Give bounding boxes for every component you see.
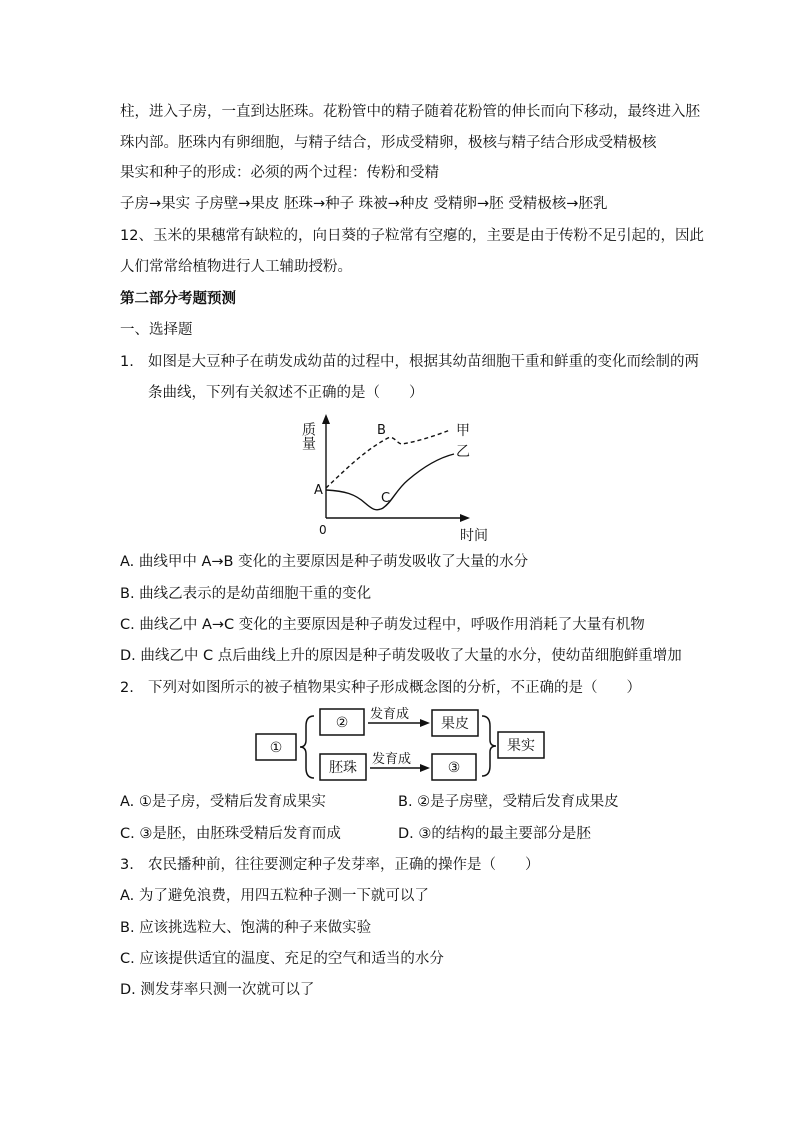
node-pericarp-label: 果皮 <box>441 716 469 732</box>
intro-line-6: 人们常常给植物进行人工辅助授粉。 <box>120 259 352 275</box>
intro-line-4: 子房→果实 子房壁→果皮 胚珠→种子 珠被→种皮 受精卵→胚 受精极核→胚乳 <box>120 196 608 212</box>
q3-option-b: B. 应该挑选粒大、饱满的种子来做实验 <box>120 920 372 936</box>
node-1-label: ① <box>269 740 283 756</box>
q2-option-b: B. ②是子房壁，受精后发育成果皮 <box>398 794 619 810</box>
q2-concept-diagram <box>250 704 550 786</box>
q3-option-d: D. 测发芽率只测一次就可以了 <box>120 982 315 998</box>
q1-stem-line-1: 如图是大豆种子在萌发成幼苗的过程中，根据其幼苗细胞干重和鲜重的变化而绘制的两 <box>148 354 699 370</box>
origin-label: 0 <box>319 523 327 537</box>
arrow-1-label: 发育成 <box>370 707 410 722</box>
q3-option-c: C. 应该提供适宜的温度、充足的空气和适当的水分 <box>120 951 444 967</box>
q3-stem: 农民播种前，往往要测定种子发芽率，正确的操作是（ ） <box>148 857 540 873</box>
q1-option-a: A. 曲线甲中 A→B 变化的主要原因是种子萌发吸收了大量的水分 <box>120 554 529 570</box>
arrow-2-head-icon <box>420 764 430 772</box>
q1-stem-line-2: 条曲线，下列有关叙述不正确的是（ ） <box>148 385 424 401</box>
q1-option-b: B. 曲线乙表示的是幼苗细胞干重的变化 <box>120 586 372 602</box>
q1-number: 1. <box>120 354 134 370</box>
subsection-title: 一、选择题 <box>120 322 193 338</box>
left-brace <box>300 716 314 778</box>
q2-option-d: D. ③的结构的最主要部分是胚 <box>398 826 591 842</box>
y-axis-label: 质量 <box>300 422 316 450</box>
arrow-2-label: 发育成 <box>372 752 412 767</box>
intro-line-1: 柱，进入子房，一直到达胚珠。花粉管中的精子随着花粉管的伸长而向下移动，最终进入胚 <box>120 104 700 120</box>
section-title: 第二部分考题预测 <box>120 291 236 307</box>
series-label-jia: 甲 <box>456 423 470 439</box>
q1-option-c: C. 曲线乙中 A→C 变化的主要原因是种子萌发过程中，呼吸作用消耗了大量有机物 <box>120 617 645 633</box>
arrow-1-head-icon <box>420 719 430 727</box>
y-axis-arrow-icon <box>322 414 330 424</box>
x-axis-label: 时间 <box>460 528 488 544</box>
node-ovule-label: 胚珠 <box>329 760 357 776</box>
point-label-c: C <box>381 491 391 506</box>
node-2-label: ② <box>335 715 349 731</box>
series-jia-curve <box>326 430 450 488</box>
q1-growth-chart <box>300 408 500 548</box>
q3-option-a: A. 为了避免浪费，用四五粒种子测一下就可以了 <box>120 888 429 904</box>
q2-option-c: C. ③是胚，由胚珠受精后发育而成 <box>120 826 341 842</box>
q2-option-a: A. ①是子房，受精后发育成果实 <box>120 794 326 810</box>
series-label-yi: 乙 <box>456 444 470 460</box>
node-fruit-label: 果实 <box>507 738 535 754</box>
intro-line-2: 珠内部。胚珠内有卵细胞，与精子结合，形成受精卵，极核与精子结合形成受精极核 <box>120 135 657 151</box>
point-label-b: B <box>377 423 386 438</box>
x-axis-arrow-icon <box>460 514 470 522</box>
point-label-a: A <box>314 483 323 498</box>
q1-option-d: D. 曲线乙中 C 点后曲线上升的原因是种子萌发吸收了大量的水分，使幼苗细胞鲜重增加 <box>120 648 682 664</box>
q3-number: 3. <box>120 857 134 873</box>
intro-line-3: 果实和种子的形成：必须的两个过程：传粉和受精 <box>120 165 439 181</box>
q2-number: 2. <box>120 680 134 696</box>
right-brace <box>482 716 496 776</box>
intro-line-5: 12、玉米的果穗常有缺粒的，向日葵的子粒常有空瘪的，主要是由于传粉不足引起的，因此 <box>120 228 704 244</box>
node-3-label: ③ <box>447 760 461 776</box>
q2-stem: 下列对如图所示的被子植物果实种子形成概念图的分析，不正确的是（ ） <box>148 680 641 696</box>
